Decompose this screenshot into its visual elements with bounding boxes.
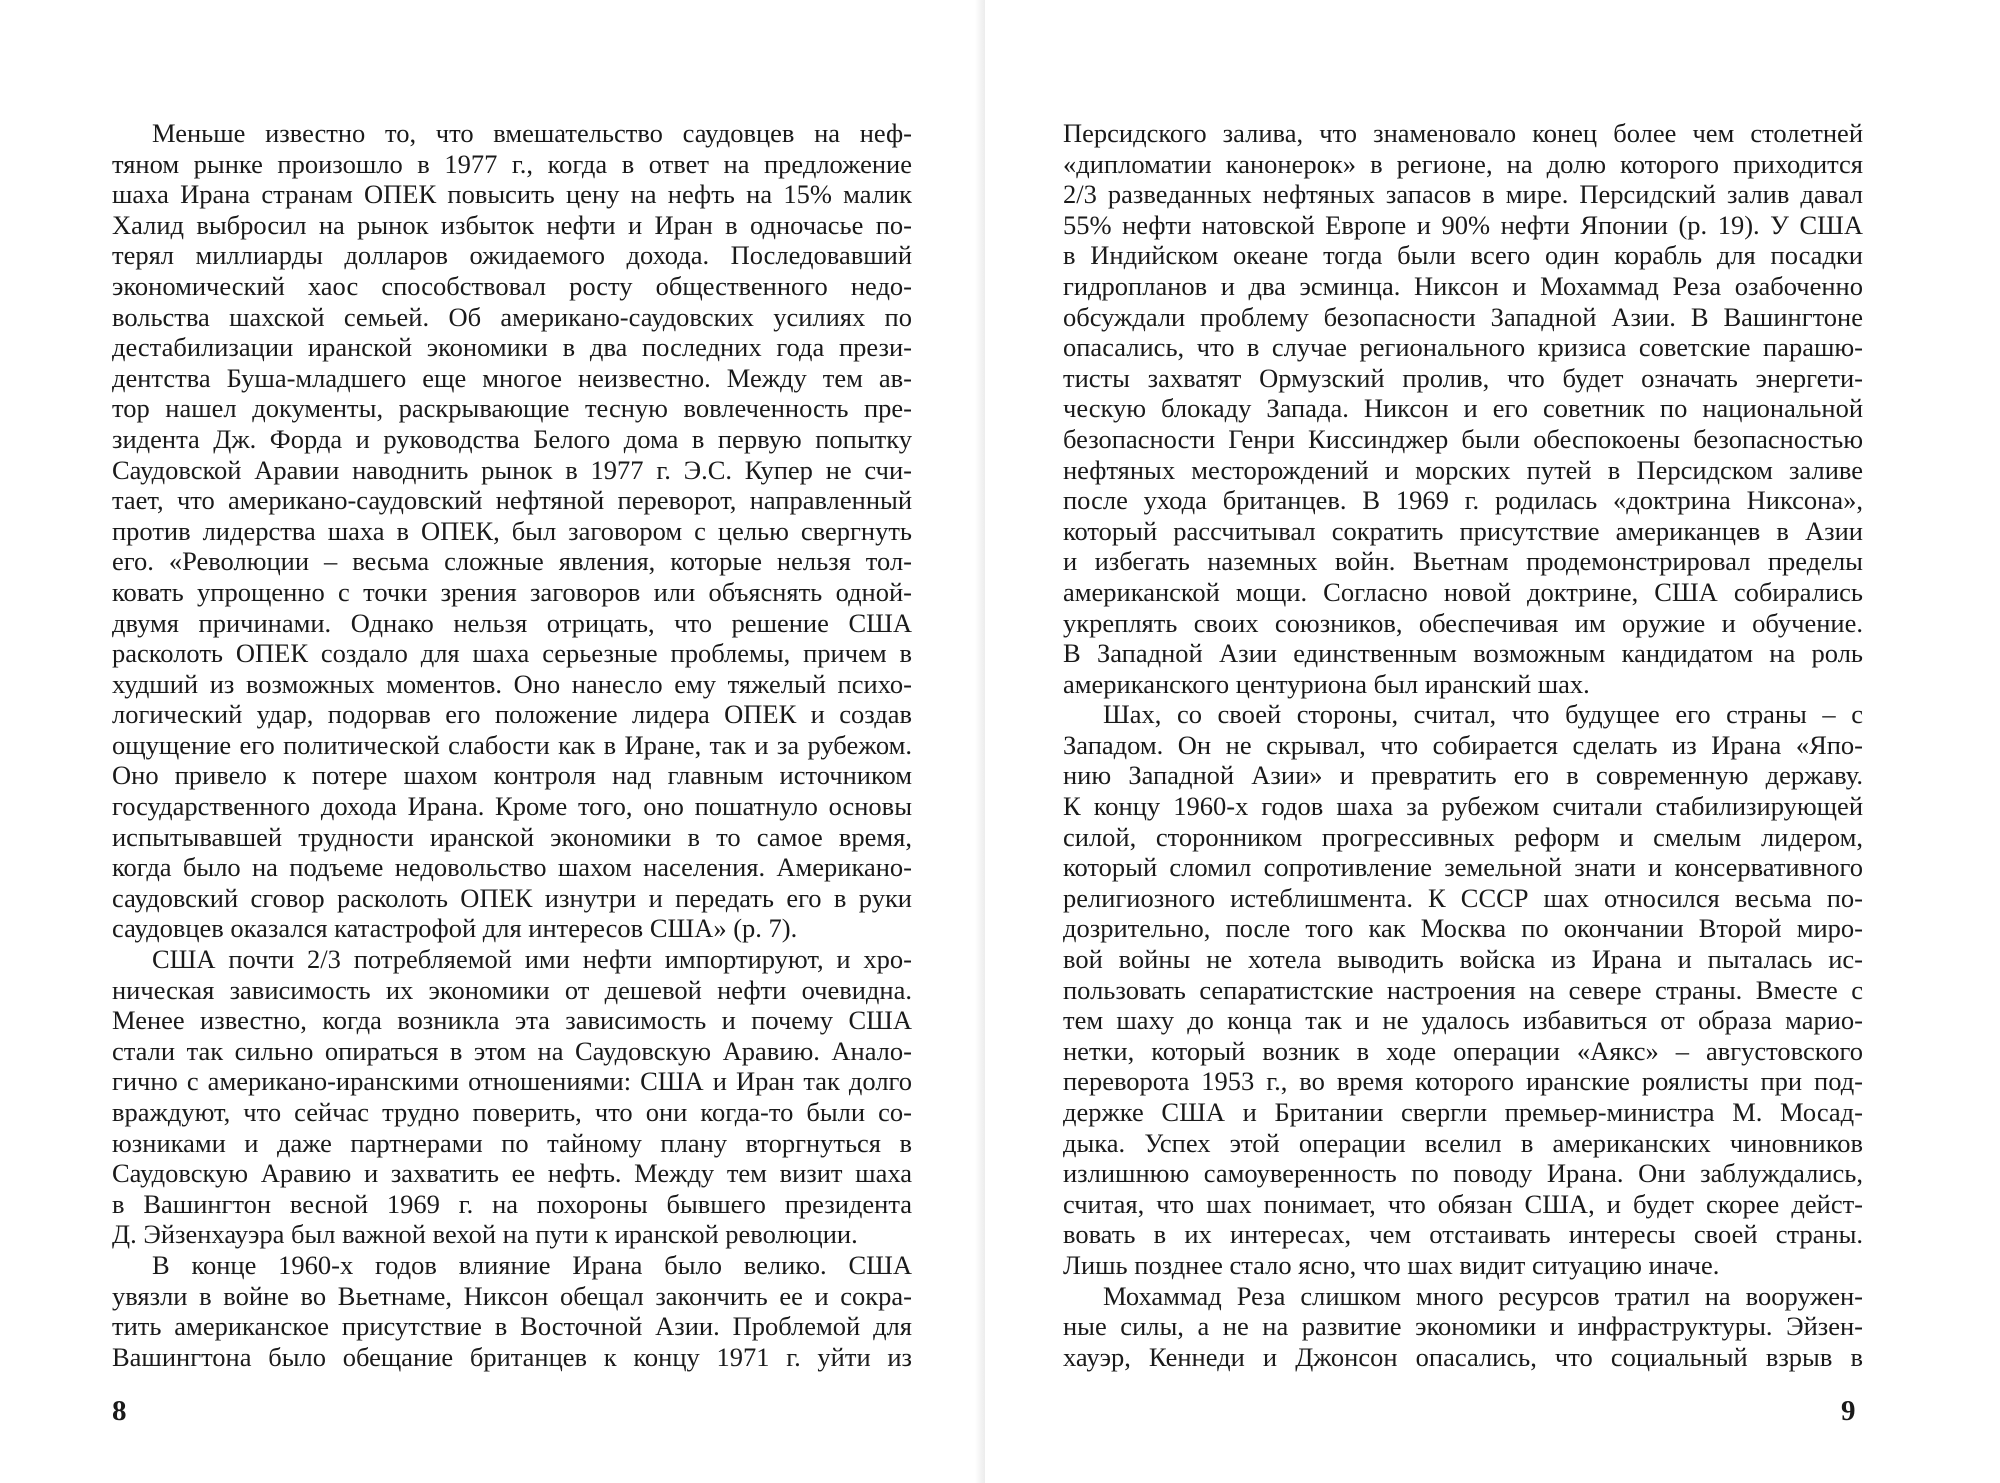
left-page-text bbox=[112, 118, 912, 1372]
text-line: нетки, который возник в ходе операции «Аякс» – августовского bbox=[1063, 1035, 1863, 1066]
text-line: В Западной Азии единственным возможным кандидатом на роль bbox=[1063, 638, 1863, 669]
text-line: Меньше известно то, что вмешательство саудовцев на неф- bbox=[152, 118, 912, 148]
text-line: логический удар, подорвав его положение лидера ОПЕК и создав bbox=[112, 699, 912, 730]
text-line: в Вашингтон весной 1969 г. на похороны бывшего президента bbox=[112, 1188, 912, 1219]
text-line: считая, что шах понимает, что обязан США, и будет скорее дейст- bbox=[1063, 1188, 1863, 1219]
text-line: Мохаммад Реза слишком много ресурсов тратил на вооружен- bbox=[1103, 1280, 1863, 1311]
text-line: «дипломатии канонерок» в регионе, на долю которого приходится bbox=[1063, 148, 1863, 179]
left-page bbox=[0, 0, 985, 1483]
text-line: Оно привело к потере шахом контроля над главным источником bbox=[112, 760, 912, 791]
text-line: шаха Ирана странам ОПЕК повысить цену на нефть на 15% малик bbox=[112, 179, 912, 210]
text-line: худший из возможных моментов. Оно нанесло ему тяжелый психо- bbox=[112, 668, 912, 699]
text-line: тить американское присутствие в Восточной Азии. Проблемой для bbox=[112, 1311, 912, 1342]
text-line: К концу 1960-х годов шаха за рубежом считали стабилизирующей bbox=[1063, 791, 1863, 822]
text-line: расколоть ОПЕК создало для шаха серьезные проблемы, причем в bbox=[112, 638, 912, 669]
text-line: зидента Дж. Форда и руководства Белого дома в первую попытку bbox=[112, 423, 912, 454]
text-line: после ухода британцев. В 1969 г. родилась «доктрина Никсона», bbox=[1063, 485, 1863, 516]
text-line: дозрительно, после того как Москва по окончании Второй миро- bbox=[1063, 913, 1863, 944]
text-line: Шах, со своей стороны, считал, что будущее его страны – с bbox=[1103, 699, 1863, 730]
text-line: силой, сторонником прогрессивных реформ и смелым лидером, bbox=[1063, 821, 1863, 852]
text-line: Менее известно, когда возникла эта зависимость и почему США bbox=[112, 1005, 912, 1036]
right-page bbox=[985, 0, 2000, 1483]
text-line: держке США и Британии свергли премьер-министра М. Мосад- bbox=[1063, 1097, 1863, 1127]
text-line: ощущение его политической слабости как в Иране, так и за рубежом. bbox=[112, 729, 912, 760]
text-line: пользовать сепаратистские настроения на севере страны. Вместе с bbox=[1063, 974, 1863, 1005]
text-line: терял миллиарды долларов ожидаемого дохода. Последовавший bbox=[112, 240, 912, 271]
text-line: и избегать наземных войн. Вьетнам продемонстрировал пределы bbox=[1063, 546, 1863, 577]
text-line: тает, что американо-саудовский нефтяной переворот, направленный bbox=[112, 485, 912, 516]
text-line: Д. Эйзенхауэра был важной вехой на пути к иранской революции. bbox=[112, 1219, 858, 1250]
text-line: в Индийском океане тогда были всего один корабль для посадки bbox=[1063, 240, 1863, 271]
text-line: ческую блокаду Запада. Никсон и его советник по национальной bbox=[1063, 393, 1863, 424]
text-line: Саудовской Аравии наводнить рынок в 1977 г. Э.С. Купер не счи- bbox=[112, 454, 912, 485]
text-line: гидропланов и два эсминца. Никсон и Мохаммад Реза озабоченно bbox=[1063, 270, 1863, 301]
text-line: излишнюю самоуверенность по поводу Ирана. Они заблуждались, bbox=[1063, 1158, 1863, 1189]
text-line: американского центуриона был иранский шах. bbox=[1063, 668, 1590, 699]
text-line: дыка. Успех этой операции вселил в американских чиновников bbox=[1063, 1127, 1863, 1158]
text-line: который рассчитывал сократить присутствие американцев в Азии bbox=[1063, 515, 1863, 546]
text-line: укреплять своих союзников, обеспечивая им оружие и обучение. bbox=[1063, 607, 1863, 638]
text-line: тисты захватят Ормузский пролив, что будет означать энергети- bbox=[1063, 362, 1863, 393]
text-line: против лидерства шаха в ОПЕК, был заговором с целью свергнуть bbox=[112, 515, 912, 546]
text-line: его. «Революции – весьма сложные явления, которые нельзя тол- bbox=[112, 546, 912, 577]
text-line: вовать в их интересах, чем отстаивать интересы своей страны. bbox=[1063, 1219, 1863, 1250]
text-line: ковать упрощенно с точки зрения заговоров или объяснять одной- bbox=[112, 576, 912, 607]
text-line: экономический хаос способствовал росту общественного недо- bbox=[112, 270, 912, 301]
text-line: враждуют, что сейчас трудно поверить, что они когда-то были со- bbox=[112, 1097, 912, 1127]
text-line: хауэр, Кеннеди и Джонсон опасались, что социальный взрыв в bbox=[1063, 1341, 1863, 1372]
text-line: Лишь позднее стало ясно, что шах видит ситуацию иначе. bbox=[1063, 1249, 1720, 1280]
text-line: увязли в войне во Вьетнаме, Никсон обещал закончить ее и сокра- bbox=[112, 1280, 912, 1311]
text-line: тор нашел документы, раскрывающие тесную вовлеченность пре- bbox=[112, 393, 912, 424]
text-line: Халид выбросил на рынок избыток нефти и Иран в одночасье по- bbox=[112, 209, 912, 240]
text-line: дентства Буша-младшего еще многое неизвестно. Между тем ав- bbox=[112, 362, 912, 393]
text-line: юзниками и даже партнерами по тайному плану вторгнуться в bbox=[112, 1127, 912, 1158]
text-line: испытывавшей трудности иранской экономики в то самое время, bbox=[112, 821, 912, 852]
text-line: двумя причинами. Однако нельзя отрицать, что решение США bbox=[112, 607, 912, 638]
text-line: нефтяных месторождений и морских путей в Персидском заливе bbox=[1063, 454, 1863, 485]
text-line: ные силы, а не на развитие экономики и инфраструктуры. Эйзен- bbox=[1063, 1311, 1863, 1342]
text-line: который сломил сопротивление земельной знати и консервативного bbox=[1063, 852, 1863, 883]
text-line: В конце 1960-х годов влияние Ирана было велико. США bbox=[152, 1249, 912, 1280]
text-line: Вашингтона было обещание британцев к концу 1971 г. уйти из bbox=[112, 1341, 912, 1372]
text-line: тяном рынке произошло в 1977 г., когда в ответ на предложение bbox=[112, 148, 912, 179]
right-page-text bbox=[1063, 118, 1863, 1372]
text-line: нию Западной Азии» и превратить его в современную державу. bbox=[1063, 760, 1863, 791]
text-line: 2/3 разведанных нефтяных запасов в мире. Персидский залив давал bbox=[1063, 179, 1863, 210]
text-line: переворота 1953 г., во время которого иранские роялисты при под- bbox=[1063, 1066, 1863, 1097]
text-line: вольства шахской семьей. Об американо-саудовских усилиях по bbox=[112, 301, 912, 332]
text-line: 55% нефти натовской Европе и 90% нефти Японии (p. 19). У США bbox=[1063, 209, 1863, 240]
left-page-number: 8 bbox=[112, 1395, 127, 1427]
text-line: дестабилизации иранской экономики в два последних года прези- bbox=[112, 332, 912, 363]
text-line: вой войны не хотела выводить войска из Ирана и пыталась ис- bbox=[1063, 944, 1863, 975]
text-line: религиозного истеблишмента. К СССР шах относился весьма по- bbox=[1063, 882, 1863, 913]
text-line: Персидского залива, что знаменовало конец более чем столетней bbox=[1063, 118, 1863, 148]
text-line: Западом. Он не скрывал, что собирается сделать из Ирана «Япо- bbox=[1063, 729, 1863, 760]
text-line: саудовцев оказался катастрофой для интересов США» (p. 7). bbox=[112, 913, 798, 944]
text-line: государственного дохода Ирана. Кроме того, оно пошатнуло основы bbox=[112, 791, 912, 822]
right-page-number: 9 bbox=[1841, 1395, 1856, 1427]
text-line: США почти 2/3 потребляемой ими нефти импортируют, и хро- bbox=[152, 944, 912, 975]
text-line: опасались, что в случае регионального кризиса советские парашю- bbox=[1063, 332, 1863, 363]
text-line: безопасности Генри Киссинджер были обеспокоены безопасностью bbox=[1063, 423, 1863, 454]
text-line: американской мощи. Согласно новой доктрине, США собирались bbox=[1063, 576, 1863, 607]
text-line: тем шаху до конца так и не удалось избавиться от образа марио- bbox=[1063, 1005, 1863, 1036]
text-line: ническая зависимость их экономики от дешевой нефти очевидна. bbox=[112, 974, 912, 1005]
text-line: когда было на подъеме недовольство шахом населения. Американо- bbox=[112, 852, 912, 883]
text-line: гично с американо-иранскими отношениями: США и Иран так долго bbox=[112, 1066, 912, 1097]
text-line: стали так сильно опираться в этом на Саудовскую Аравию. Анало- bbox=[112, 1035, 912, 1066]
text-line: Саудовскую Аравию и захватить ее нефть. Между тем визит шаха bbox=[112, 1158, 912, 1189]
text-line: саудовский сговор расколоть ОПЕК изнутри и передать его в руки bbox=[112, 882, 912, 913]
text-line: обсуждали проблему безопасности Западной Азии. В Вашингтоне bbox=[1063, 301, 1863, 332]
